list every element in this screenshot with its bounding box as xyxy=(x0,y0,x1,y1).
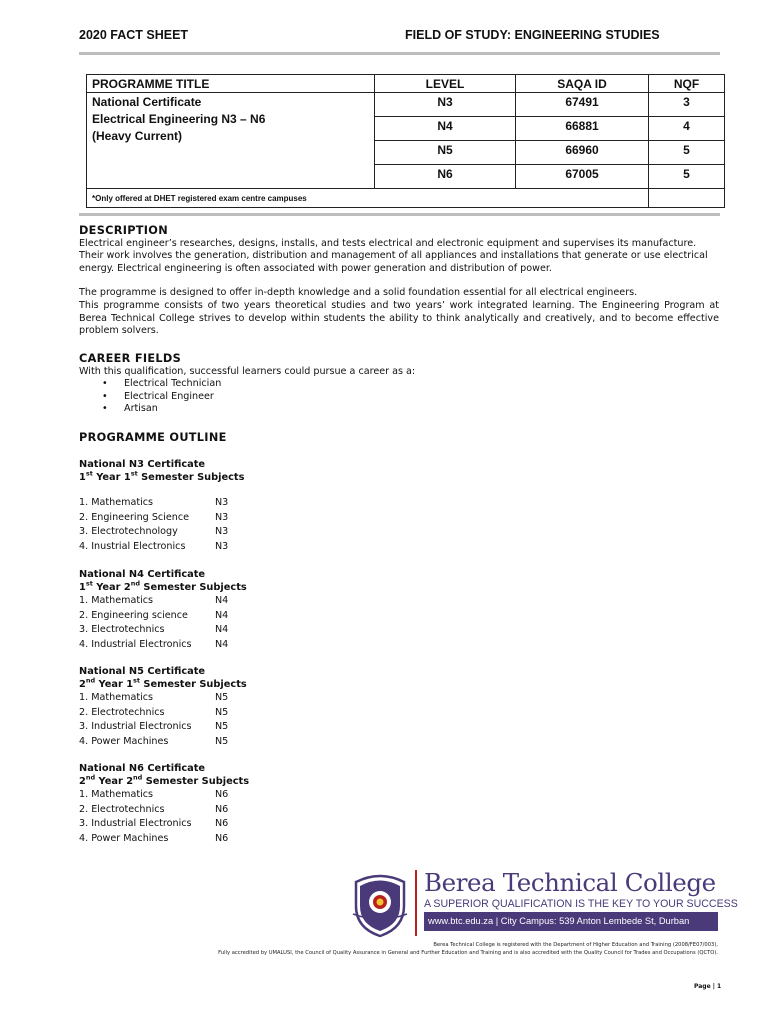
list-item: 1. Mathematics N3 xyxy=(79,497,229,508)
career-intro: With this qualification, successful learners could pursue a career as a: xyxy=(79,365,416,377)
col-level: LEVEL xyxy=(375,75,516,93)
n4-certificate xyxy=(79,568,247,652)
list-item: • Electrical Engineer xyxy=(79,391,719,404)
list-item: 2. Electrotechnics N6 xyxy=(79,803,229,815)
cert-semester: 1st Year 2nd Semester Subjects xyxy=(79,579,247,593)
list-item: 2. Engineering Science N3 xyxy=(79,511,229,523)
career-heading: CAREER FIELDS xyxy=(79,352,182,365)
cert-title: National N5 Certificate xyxy=(79,666,206,677)
logo-name: Berea Technical College xyxy=(424,868,716,897)
nqf-cell: 3 xyxy=(649,93,725,117)
cert-semester: 1st Year 1st Semester Subjects xyxy=(79,469,245,483)
cert-title: National N4 Certificate xyxy=(79,569,206,580)
empty-cell xyxy=(649,189,725,208)
col-saqa-id: SAQA ID xyxy=(516,75,649,93)
list-item: 4. Inustrial Electronics N3 xyxy=(79,540,229,552)
table-header-row xyxy=(87,75,725,93)
saqa-cell: 66881 xyxy=(516,117,649,141)
accreditation-line: Berea Technical College is registered with the Department of Higher Education and Training (2008/FE07/003), xyxy=(433,942,718,948)
description-heading: DESCRIPTION xyxy=(79,224,168,237)
cert-title: National N6 Certificate xyxy=(79,763,206,774)
page-number: Page | 1 xyxy=(694,983,722,990)
list-item: 2. Engineering science N4 xyxy=(79,609,229,621)
programme-title-cell xyxy=(87,93,375,189)
description-paragraph: Electrical engineer’s researches, designs, installs, and tests electrical and electronic equipment and supervises its manufacture. Their work involves the generation, distribution and management of all appliances and installations that generate or use electrical energy. Electrical engineering is often associated with power generation and distribution of power. xyxy=(79,237,708,274)
list-item: 1. Mathematics N5 xyxy=(79,692,229,703)
description-paragraph: This programme consists of two years theoretical studies and two years’ work integrated learning. The Engineering Program at Berea Technical College strives to develop within students the ability to think analytically and creatively, and to become effective problem solvers. xyxy=(79,299,719,337)
header-right: FIELD OF STUDY: ENGINEERING STUDIES xyxy=(405,28,660,42)
nqf-cell: 5 xyxy=(649,141,725,165)
col-programme-title: PROGRAMME TITLE xyxy=(87,75,375,93)
list-item: 1. Mathematics N6 xyxy=(79,789,229,800)
list-item: • Electrical Technician xyxy=(79,378,719,391)
level-cell: N5 xyxy=(375,141,516,165)
level-cell: N6 xyxy=(375,165,516,189)
programme-title-line: Electrical Engineering N3 – N6 xyxy=(92,112,266,126)
header-left: 2020 FACT SHEET xyxy=(79,28,189,42)
list-item: 3. Electrotechnics N4 xyxy=(79,624,229,635)
nqf-cell: 5 xyxy=(649,165,725,189)
header-divider xyxy=(79,52,720,55)
table-divider xyxy=(79,213,720,216)
n6-certificate xyxy=(79,762,249,846)
saqa-cell: 67005 xyxy=(516,165,649,189)
college-logo xyxy=(350,866,738,940)
nqf-cell: 4 xyxy=(649,117,725,141)
n3-certificate xyxy=(79,458,244,554)
cert-semester: 2nd Year 2nd Semester Subjects xyxy=(79,773,250,787)
description-paragraph: The programme is designed to offer in-depth knowledge and a solid foundation essential for all electrical engineers. xyxy=(79,287,638,299)
level-cell: N4 xyxy=(375,117,516,141)
table-note: *Only offered at DHET registered exam centre campuses xyxy=(87,189,649,208)
level-cell: N3 xyxy=(375,93,516,117)
saqa-cell: 66960 xyxy=(516,141,649,165)
programme-title-line: National Certificate xyxy=(92,95,202,109)
list-item: 3. Electrotechnology N3 xyxy=(79,526,229,537)
table-row xyxy=(87,93,725,117)
list-item: 4. Industrial Electronics N4 xyxy=(79,638,229,650)
career-list xyxy=(79,378,719,416)
logo-contact-bar: www.btc.edu.za | City Campus: 539 Anton Lembede St, Durban xyxy=(428,916,690,926)
saqa-cell: 67491 xyxy=(516,93,649,117)
list-item: 4. Power Machines N5 xyxy=(79,735,229,747)
list-item: 4. Power Machines N6 xyxy=(79,832,229,844)
col-nqf: NQF xyxy=(649,75,725,93)
description-section xyxy=(79,225,719,338)
outline-heading: PROGRAMME OUTLINE xyxy=(79,431,227,444)
list-item: 3. Industrial Electronics N5 xyxy=(79,721,229,732)
list-item: 2. Electrotechnics N5 xyxy=(79,706,229,718)
list-item: 1. Mathematics N4 xyxy=(79,595,229,606)
logo-tagline: A SUPERIOR QUALIFICATION IS THE KEY TO YOUR SUCCESS xyxy=(424,898,738,910)
list-item: • Artisan xyxy=(79,403,719,416)
cert-title: National N3 Certificate xyxy=(79,459,206,470)
cert-semester: 2nd Year 1st Semester Subjects xyxy=(79,676,247,690)
accreditation-line: Fully accredited by UMALUSI, the Council of Quality Assurance in General and Further Education and Training and is also accredited with the Quality Council for Trades and Occupations (QCTO). xyxy=(218,950,718,956)
programme-table xyxy=(86,74,725,208)
programme-title-line: (Heavy Current) xyxy=(92,129,183,143)
list-item: 3. Industrial Electronics N6 xyxy=(79,818,229,829)
table-note-row xyxy=(87,189,725,208)
career-section xyxy=(79,353,719,416)
n5-certificate xyxy=(79,665,247,749)
